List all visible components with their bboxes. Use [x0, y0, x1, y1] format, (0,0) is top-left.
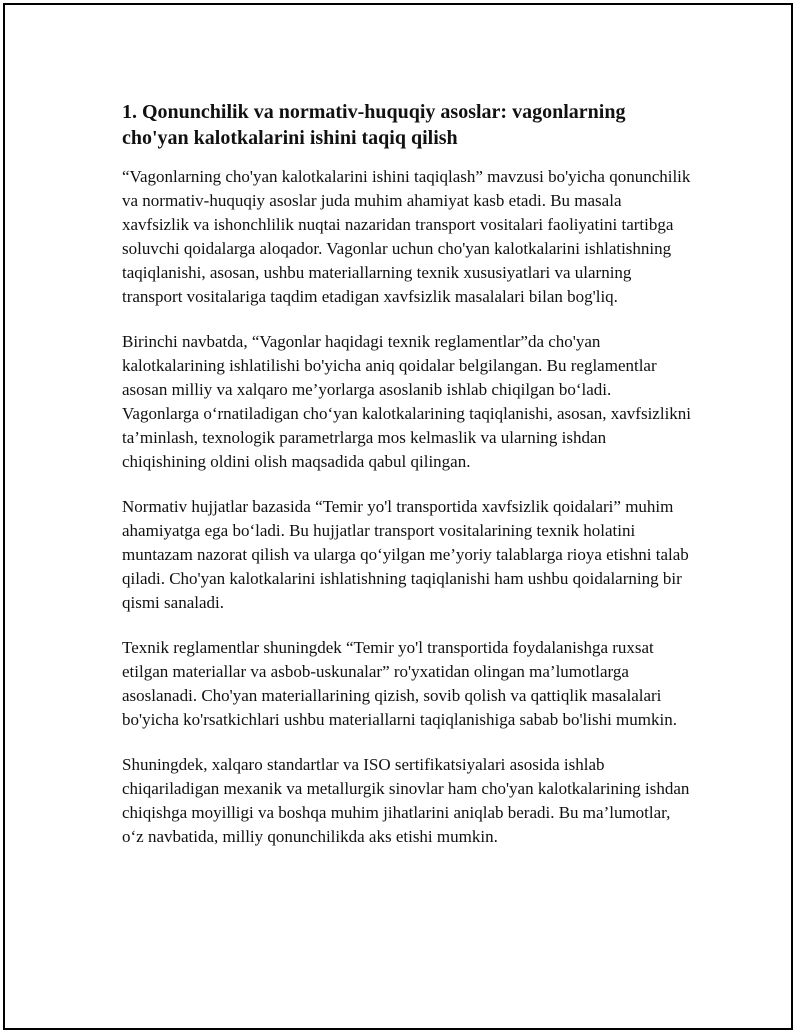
- paragraph-1: “Vagonlarning cho'yan kalotkalarini ishini taqiqlash” mavzusi bo'yicha qonunchilik va normativ-huquqiy asoslar juda muhim ahamiyat kasb etadi. Bu masala xavfsizlik va ishonchlilik nuqtai nazaridan transport vositalari faoliyatini tartibga soluvchi qoidalarga aloqador. Vagonlar uchun cho'yan kalotkalarini ishlatishning taqiqlanishi, asosan, ushbu materiallarning texnik xususiyatlari va ularning transport vositalariga taqdim etadigan xavfsizlik masalalari bilan bog'liq.: [122, 167, 691, 306]
- paragraph-2: Birinchi navbatda, “Vagonlar haqidagi texnik reglamentlar”da cho'yan kalotkalarining ishlatilishi bo'yicha aniq qoidalar belgilangan. Bu reglamentlar asosan milliy va xalqaro me’yorlarga asoslanib ishlab chiqilgan bo‘ladi. Vagonlarga o‘rnatiladigan cho‘yan kalotkalarining taqiqlanishi, asosan, xavfsizlikni ta’minlash, texnologik parametrlarga mos kelmaslik va ularning ishdan chiqishining oldini olish maqsadida qabul qilingan.: [122, 332, 692, 471]
- paragraph-3: Normativ hujjatlar bazasida “Temir yo'l transportida xavfsizlik qoidalari” muhim ahamiyatga ega bo‘ladi. Bu hujjatlar transport vositalarining texnik holatini muntazam nazorat qilish va ularga qo‘yilgan me’yoriy talablarga rioya etishni talab qiladi. Cho'yan kalotkalarini ishlatishning taqiqlanishi ham ushbu qoidalarning bir qismi sanaladi.: [122, 497, 689, 612]
- document-body: [122, 99, 692, 870]
- paragraph-5: Shuningdek, xalqaro standartlar va ISO sertifikatsiyalari asosida ishlab chiqariladigan mexanik va metallurgik sinovlar ham cho'yan kalotkalarining ishdan chiqishga moyilligi va boshqa muhim jihatlarini aniqlab beradi. Bu ma’lumotlar, o‘z navbatida, milliy qonunchilikda aks etishi mumkin.: [122, 755, 690, 846]
- paragraph-4: Texnik reglamentlar shuningdek “Temir yo'l transportida foydalanishga ruxsat etilgan materiallar va asbob-uskunalar” ro'yxatidan olingan ma’lumotlarga asoslanadi. Cho'yan materiallarining qizish, sovib qolish va qattiqlik masalalari bo'yicha ko'rsatkichlari ushbu materiallarni taqiqlanishiga sabab bo'lishi mumkin.: [122, 638, 677, 729]
- section-heading: 1. Qonunchilik va normativ-huquqiy asoslar: vagonlarning cho'yan kalotkalarini ishini taqiq qilish: [122, 101, 626, 149]
- page-frame: [3, 3, 793, 1030]
